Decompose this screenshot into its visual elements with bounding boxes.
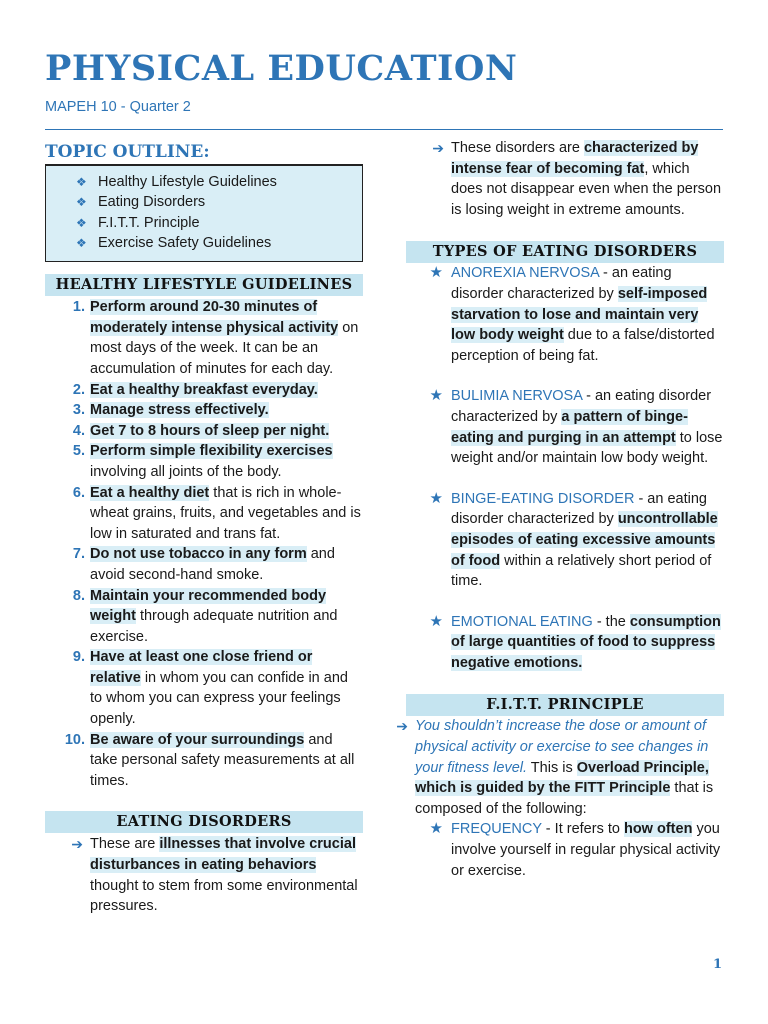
star-icon: ★ — [429, 820, 443, 838]
arrow-right-icon: ➔ — [396, 718, 408, 735]
list-item: 10. Be aware of your surroundings and take personal safety measurements at all times. — [64, 731, 355, 789]
topic-outline-heading: TOPIC OUTLINE: — [45, 142, 210, 162]
list-item: 8. Maintain your recommended body weight through adequate nutrition and exercise. — [72, 587, 338, 645]
eating-disorders-characteristic: ➔ These disorders are characterized by intense fear of becoming fat, which does not disappear even when the person is losing weight in extreme amounts. — [406, 138, 724, 220]
arrow-right-icon: ➔ — [71, 836, 83, 853]
page-title: PHYSICAL EDUCATION — [45, 48, 518, 89]
diamond-icon: ❖ — [76, 195, 87, 210]
star-icon: ★ — [429, 612, 443, 630]
page-number: 1 — [712, 957, 722, 972]
outline-item: ❖ F.I.T.T. Principle — [76, 213, 352, 233]
list-item: 9. Have at least one close friend or relative in whom you can confide in and to whom you can express your feelings openly. — [72, 649, 348, 728]
list-item: 6. Eat a healthy diet that is rich in whole-wheat grains, fruits, and vegetables and is low in saturated and trans fat. — [72, 484, 361, 542]
left-column — [45, 138, 363, 917]
diamond-icon: ❖ — [76, 175, 87, 189]
types-of-eating-disorders-heading: TYPES OF EATING DISORDERS — [406, 241, 724, 263]
list-item: 3. Manage stress effectively. — [72, 402, 269, 419]
anorexia-item: ★ ANOREXIA NERVOSA - an eating disorder characterized by self-imposed starvation to lose and maintain very low body weight due to a false/distorted perception of being fat. — [406, 263, 724, 366]
list-item: 5. Perform simple flexibility exercises involving all joints of the body. — [72, 443, 333, 480]
right-column — [396, 138, 724, 881]
topic-outline-box — [45, 164, 363, 262]
eating-disorders-definition: ➔ These are illnesses that involve crucial disturbances in eating behaviors thought to stem from some environmental pressures. — [45, 834, 363, 916]
frequency-item: ★ FREQUENCY - It refers to how often you involve yourself in regular physical activity or exercise. — [406, 819, 724, 881]
outline-item: ❖ Healthy Lifestyle Guidelines — [76, 172, 352, 192]
emotional-eating-item: ★ EMOTIONAL EATING - the consumption of large quantities of food to suppress negative emotions. — [406, 612, 724, 674]
diamond-icon: ❖ — [76, 235, 87, 250]
outline-item: ❖ Eating Disorders — [76, 192, 352, 212]
diamond-icon: ❖ — [76, 215, 87, 230]
header-divider — [45, 129, 723, 130]
list-item: 2. Eat a healthy breakfast everyday. — [72, 381, 318, 398]
outline-item: ❖ Exercise Safety Guidelines — [76, 233, 352, 253]
fitt-principle-heading: F.I.T.T. PRINCIPLE — [406, 694, 724, 716]
star-icon: ★ — [429, 264, 443, 282]
page-subtitle: MAPEH 10 - Quarter 2 — [45, 99, 191, 115]
bulimia-item: ★ BULIMIA NERVOSA - an eating disorder characterized by a pattern of binge-eating and purging in an attempt to lose weight and/or maintain low body weight. — [406, 386, 724, 468]
star-icon: ★ — [429, 387, 443, 405]
eating-disorders-heading: EATING DISORDERS — [45, 811, 363, 833]
arrow-right-icon: ➔ — [432, 140, 444, 156]
star-icon: ★ — [429, 489, 443, 507]
binge-eating-item: ★ BINGE-EATING DISORDER - an eating disorder characterized by uncontrollable episodes of eating excessive amounts of food within a relatively short period of time. — [406, 489, 724, 592]
healthy-lifestyle-heading: HEALTHY LIFESTYLE GUIDELINES — [45, 274, 363, 296]
list-item: 7. Do not use tobacco in any form and avoid second-hand smoke. — [72, 546, 335, 583]
list-item: 4. Get 7 to 8 hours of sleep per night. — [72, 422, 330, 439]
list-item: 1. Perform around 20-30 minutes of moderately intense physical activity on most days of the week. It can be an accumulation of minutes for each day. — [72, 299, 359, 377]
healthy-lifestyle-list — [45, 297, 363, 791]
fitt-overload-paragraph: ➔ You shouldn’t increase the dose or amount of physical activity or exercise to see changes in your fitness level. This is Overload Principle, which is guided by the FITT Principle that is composed of the following: — [381, 716, 724, 819]
